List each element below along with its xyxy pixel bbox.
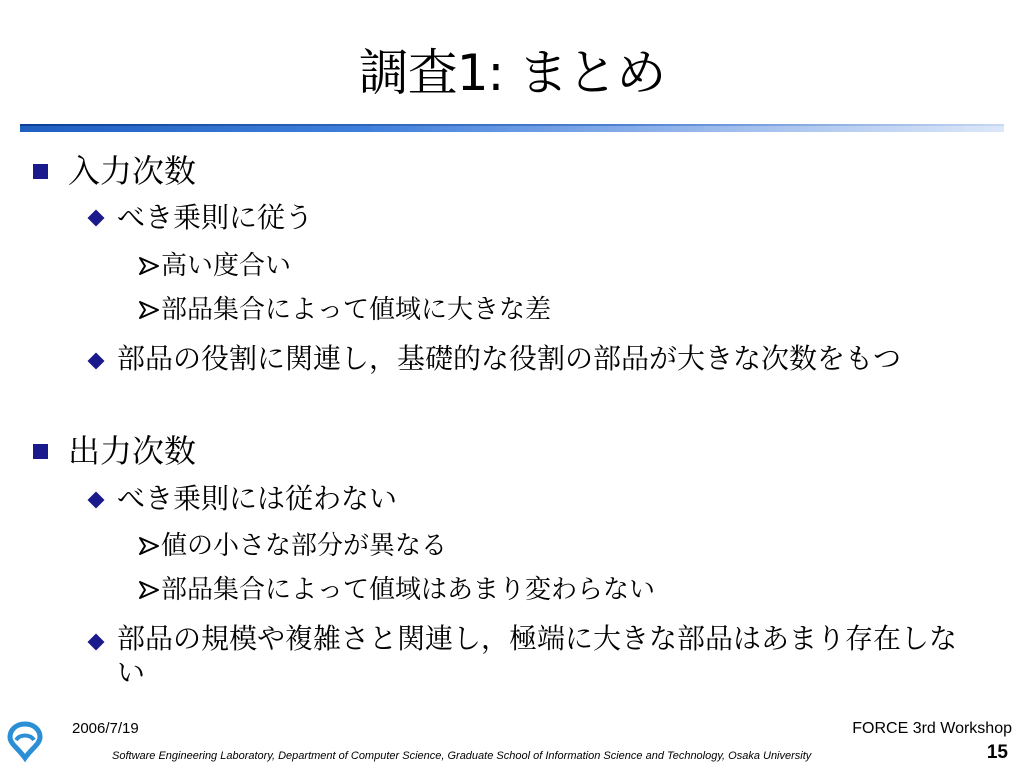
- bullet-out-scale: 部品の規模や複雑さと関連し，極端に大きな部品はあまり存在しない: [117, 622, 958, 689]
- bullet-out-range-same: 部品集合によって値域はあまり変わらない: [161, 575, 656, 605]
- diamond-bullet-icon: [88, 492, 105, 509]
- bullet-out-degree: 出力次数: [68, 432, 197, 470]
- slide-title: 調査1: まとめ: [358, 44, 666, 102]
- bullet-in-power-law: べき乗則に従う: [117, 201, 314, 234]
- arrowhead-bullet-icon: [138, 535, 160, 557]
- footer-affiliation: Software Engineering Laboratory, Department of Computer Science, Graduate School of Information Science and Technology, Osaka University: [112, 750, 812, 762]
- bullet-in-high-degree: 高い度合い: [161, 251, 292, 281]
- diamond-bullet-icon: [88, 634, 105, 651]
- bullet-out-small-values: 値の小さな部分が異なる: [161, 531, 448, 561]
- diamond-bullet-icon: [88, 353, 105, 370]
- bullet-in-degree: 入力次数: [68, 152, 197, 190]
- footer-date: 2006/7/19: [72, 720, 139, 737]
- university-logo-icon: [6, 718, 44, 764]
- square-bullet-icon: [33, 164, 48, 179]
- arrowhead-bullet-icon: [138, 255, 160, 277]
- square-bullet-icon: [33, 444, 48, 459]
- diamond-bullet-icon: [88, 210, 105, 227]
- bullet-in-role: 部品の役割に関連し，基礎的な役割の部品が大きな次数をもつ: [117, 342, 902, 375]
- bullet-in-range-diff: 部品集合によって値域に大きな差: [161, 295, 552, 325]
- page-number: 15: [986, 742, 1008, 763]
- footer-event: FORCE 3rd Workshop: [852, 720, 1012, 737]
- arrowhead-bullet-icon: [138, 299, 160, 321]
- bullet-out-power-law: べき乗則には従わない: [117, 482, 398, 515]
- title-rule: [20, 124, 1004, 132]
- arrowhead-bullet-icon: [138, 579, 160, 601]
